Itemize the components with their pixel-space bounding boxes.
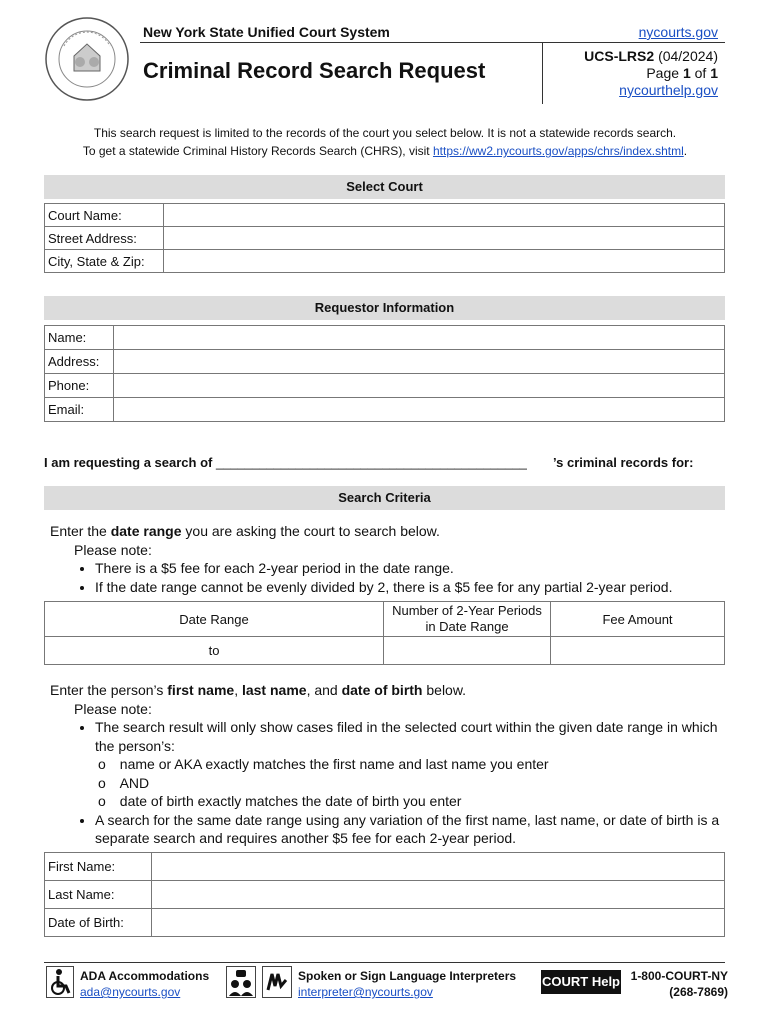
organization-name: New York State Unified Court System: [143, 24, 390, 40]
dob-label: Date of Birth:: [45, 909, 152, 937]
city-state-zip-field[interactable]: [164, 250, 725, 273]
person-subnote: o name or AKA exactly matches the first name and last name you enter: [120, 755, 730, 774]
city-state-zip-label: City, State & Zip:: [45, 250, 164, 273]
requestor-heading: Requestor Information: [44, 296, 725, 320]
fee-amount-header: Fee Amount: [551, 602, 725, 637]
periods-header: Number of 2-Year Periods in Date Range: [384, 602, 551, 637]
court-seal-logo: [44, 16, 130, 102]
select-court-heading: Select Court: [44, 175, 725, 199]
ada-email-link[interactable]: ada@nycourts.gov: [80, 985, 181, 999]
intro-line-1: This search request is limited to the records of the court you select below. It is not a statewide records search.: [93, 126, 677, 140]
date-note: • There is a $5 fee for each 2-year period in the date range.: [95, 559, 730, 578]
dob-field[interactable]: [152, 909, 725, 937]
phone-field[interactable]: [114, 374, 725, 398]
form-title: Criminal Record Search Request: [143, 58, 486, 83]
interpreter-icon: [226, 966, 256, 998]
court-name-label: Court Name:: [45, 204, 164, 227]
date-notes-list: [50, 559, 730, 596]
sign-language-icon: [262, 966, 292, 998]
subject-name-blank[interactable]: ___________________________________________: [215, 455, 527, 470]
email-field[interactable]: [114, 398, 725, 422]
phone-block: [631, 968, 728, 1000]
header-vertical-divider: [542, 42, 543, 104]
first-name-field[interactable]: [152, 853, 725, 881]
courthelp-link[interactable]: nycourthelp.gov: [619, 82, 718, 98]
page-label: Page: [646, 65, 680, 81]
person-notes-list: [50, 718, 730, 848]
address-field[interactable]: [114, 350, 725, 374]
form-date: (04/2024): [658, 48, 718, 64]
last-name-field[interactable]: [152, 881, 725, 909]
interpreter-title: Spoken or Sign Language Interpreters: [298, 969, 517, 983]
date-note: • If the date range cannot be evenly divided by 2, there is a $5 fee for any partial 2-year period.: [95, 578, 730, 597]
street-address-field[interactable]: [164, 227, 725, 250]
person-table: [44, 852, 725, 937]
date-range-field[interactable]: [45, 637, 384, 665]
please-note-label: Please note:: [74, 541, 152, 558]
phone-label: Phone:: [45, 374, 114, 398]
select-court-table: [44, 203, 725, 273]
person-note: • A search for the same date range using any variation of the first name, last name, or date of birth is a separate search and requires another $5 fee for each 2-year period.: [95, 811, 730, 848]
periods-field[interactable]: [384, 637, 551, 665]
ada-block: [80, 968, 209, 1000]
nycourts-link[interactable]: nycourts.gov: [638, 24, 718, 40]
address-label: Address:: [45, 350, 114, 374]
date-range-header: Date Range: [45, 602, 384, 637]
footer-divider: [44, 962, 725, 963]
email-label: Email:: [45, 398, 114, 422]
page-total: 1: [710, 65, 718, 81]
date-instructions: Enter the date range you are asking the court to search below. Please note: • There is a $5 fee for each 2-year period in the date range. • If the date range cannot be evenly divided by 2, there is a $5 fee for any partial 2-year period.: [50, 522, 730, 596]
form-info: [584, 48, 718, 99]
interpreter-email-link[interactable]: interpreter@nycourts.gov: [298, 985, 433, 999]
phone-text: 1-800-COURT-NY: [630, 969, 728, 983]
request-line-suffix: ’s criminal records for:: [553, 455, 694, 470]
wheelchair-icon: [46, 966, 74, 998]
to-label: to: [208, 643, 220, 658]
chrs-link[interactable]: https://ww2.nycourts.gov/apps/chrs/index.shtml: [432, 144, 684, 158]
court-help-logo: COURT Help: [541, 970, 621, 994]
date-range-table: [44, 601, 725, 665]
please-note-label: Please note:: [74, 700, 152, 717]
name-field[interactable]: [114, 326, 725, 350]
last-name-label: Last Name:: [45, 881, 152, 909]
page-number: 1: [682, 65, 691, 81]
page-of: of: [694, 65, 707, 81]
first-name-label: First Name:: [45, 853, 152, 881]
and-label: o AND: [120, 774, 730, 793]
form-code: UCS-LRS2: [584, 48, 655, 64]
request-line: I am requesting a search of ___________________________________________: [44, 455, 527, 470]
street-address-label: Street Address:: [45, 227, 164, 250]
intro-line-2: To get a statewide Criminal History Records Search (CHRS), visit https://ww2.nycourts.gov/apps/chrs/index.shtml.: [82, 144, 688, 158]
court-name-field[interactable]: [164, 204, 725, 227]
person-note: • The search result will only show cases filed in the selected court within the given date range in which the person’s: o name or AKA exactly matches the first name and last name you enter o AND o date of birth exactly matches the date of birth you enter: [95, 718, 730, 811]
ada-title: ADA Accommodations: [80, 969, 210, 983]
search-criteria-heading: Search Criteria: [44, 486, 725, 510]
phone-number: (268-7869): [669, 985, 728, 999]
intro-text: [40, 124, 730, 160]
person-instructions: Enter the person’s first name, last name, and date of birth below. Please note: • The search result will only show cases filed in the selected court within the given date range in which the person’s: o name or AKA exactly matches the first name and last name you enter o AND o date of birth exactly matches the date of birth you enter • A search for the same date range using any variation of the first name, last name, or date of birth is a separate search and requires another $5 fee for each 2-year period.: [50, 681, 730, 848]
interpreter-block: [298, 968, 516, 1000]
person-subnote: o date of birth exactly matches the date of birth you enter: [120, 792, 730, 811]
requestor-table: [44, 325, 725, 422]
name-label: Name:: [45, 326, 114, 350]
fee-amount-field[interactable]: [551, 637, 725, 665]
header-divider: [140, 42, 725, 43]
